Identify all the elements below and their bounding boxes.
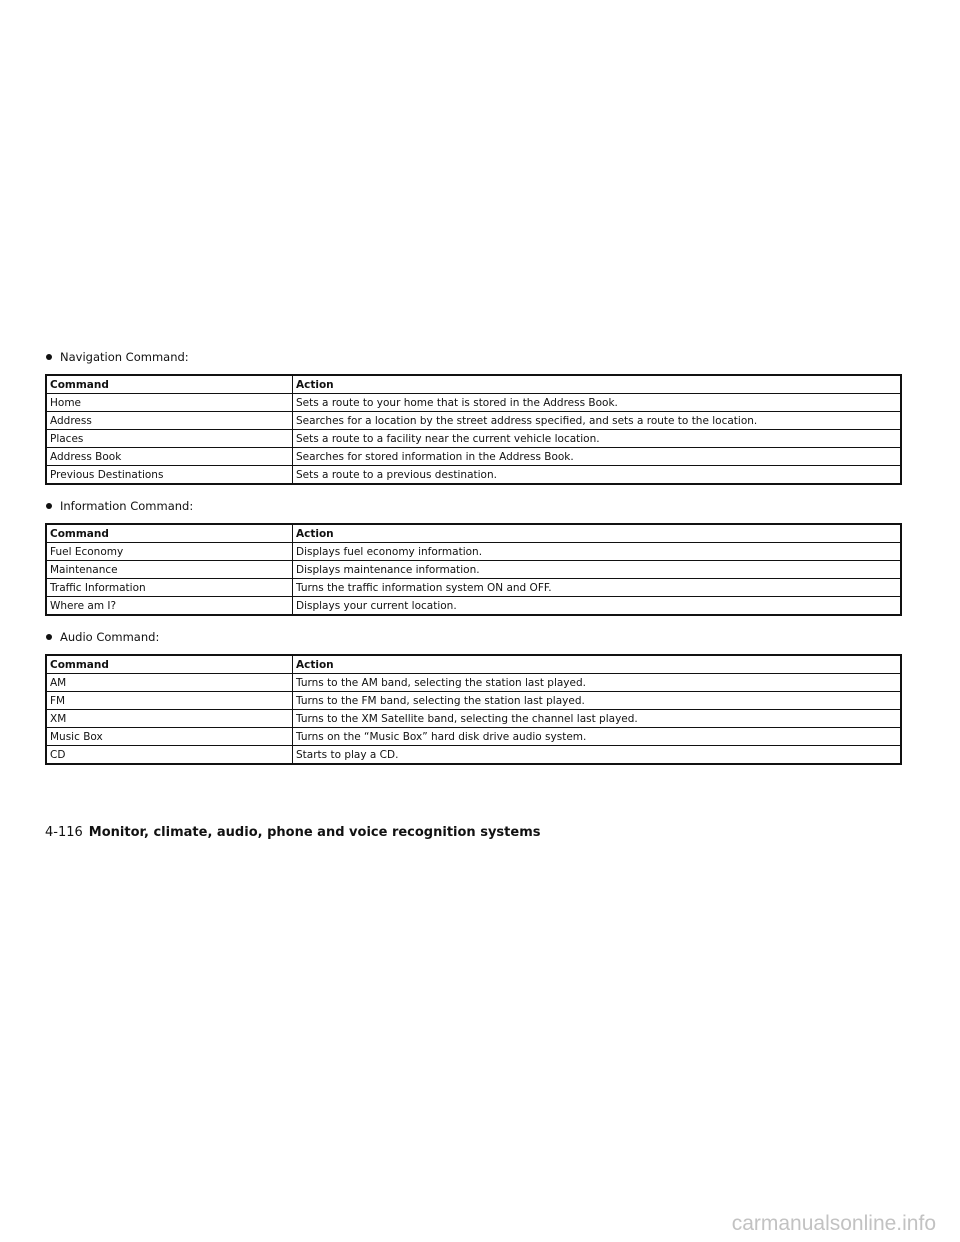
table-row: [46, 430, 901, 448]
table-row: [46, 543, 901, 561]
command-cell: Places: [46, 430, 293, 448]
action-cell: Turns to the AM band, selecting the station last played.: [293, 674, 902, 692]
audio-command-table: [45, 654, 902, 765]
page-footer: [45, 825, 540, 840]
table-row: [46, 579, 901, 597]
column-header-command: Command: [46, 524, 293, 543]
table-row: [46, 710, 901, 728]
command-cell: Fuel Economy: [46, 543, 293, 561]
action-cell: Sets a route to a facility near the current vehicle location.: [293, 430, 902, 448]
table-row: [46, 561, 901, 579]
column-header-command: Command: [46, 375, 293, 394]
column-header-action: Action: [293, 655, 902, 674]
command-cell: CD: [46, 746, 293, 765]
section-heading-audio: [45, 625, 902, 649]
table-row: [46, 597, 901, 616]
command-cell: Traffic Information: [46, 579, 293, 597]
action-cell: Displays fuel economy information.: [293, 543, 902, 561]
table-header-row: [46, 375, 901, 394]
section-heading-text: Navigation Command:: [60, 350, 189, 364]
table-row: [46, 728, 901, 746]
action-cell: Sets a route to your home that is stored in the Address Book.: [293, 394, 902, 412]
command-cell: Where am I?: [46, 597, 293, 616]
table-row: [46, 412, 901, 430]
table-row: [46, 448, 901, 466]
section-heading-information: [45, 494, 902, 518]
action-cell: Searches for a location by the street address specified, and sets a route to the location.: [293, 412, 902, 430]
section-heading-navigation: [45, 345, 902, 369]
bullet-icon: [46, 354, 52, 360]
table-header-row: [46, 524, 901, 543]
page-number: 4-116: [45, 825, 83, 840]
command-cell: Home: [46, 394, 293, 412]
action-cell: Displays maintenance information.: [293, 561, 902, 579]
command-cell: AM: [46, 674, 293, 692]
command-cell: Previous Destinations: [46, 466, 293, 485]
table-row: [46, 674, 901, 692]
table-row: [46, 394, 901, 412]
command-cell: Music Box: [46, 728, 293, 746]
section-heading-text: Audio Command:: [60, 630, 160, 644]
action-cell: Searches for stored information in the Address Book.: [293, 448, 902, 466]
column-header-command: Command: [46, 655, 293, 674]
command-cell: XM: [46, 710, 293, 728]
action-cell: Turns on the “Music Box” hard disk drive audio system.: [293, 728, 902, 746]
action-cell: Turns to the XM Satellite band, selecting the channel last played.: [293, 710, 902, 728]
information-command-table: [45, 523, 902, 616]
table-row: [46, 746, 901, 765]
command-cell: Maintenance: [46, 561, 293, 579]
bullet-icon: [46, 503, 52, 509]
chapter-title: Monitor, climate, audio, phone and voice recognition systems: [88, 825, 541, 840]
action-cell: Turns the traffic information system ON and OFF.: [293, 579, 902, 597]
document-content: [45, 345, 902, 774]
navigation-command-table: [45, 374, 902, 485]
command-cell: Address: [46, 412, 293, 430]
section-heading-text: Information Command:: [60, 499, 194, 513]
table-row: [46, 466, 901, 485]
command-cell: Address Book: [46, 448, 293, 466]
action-cell: Displays your current location.: [293, 597, 902, 616]
command-cell: FM: [46, 692, 293, 710]
table-header-row: [46, 655, 901, 674]
table-row: [46, 692, 901, 710]
bullet-icon: [46, 634, 52, 640]
action-cell: Starts to play a CD.: [293, 746, 902, 765]
watermark-text: carmanualsonline.info: [731, 1212, 936, 1235]
column-header-action: Action: [293, 524, 902, 543]
action-cell: Turns to the FM band, selecting the station last played.: [293, 692, 902, 710]
column-header-action: Action: [293, 375, 902, 394]
action-cell: Sets a route to a previous destination.: [293, 466, 902, 485]
